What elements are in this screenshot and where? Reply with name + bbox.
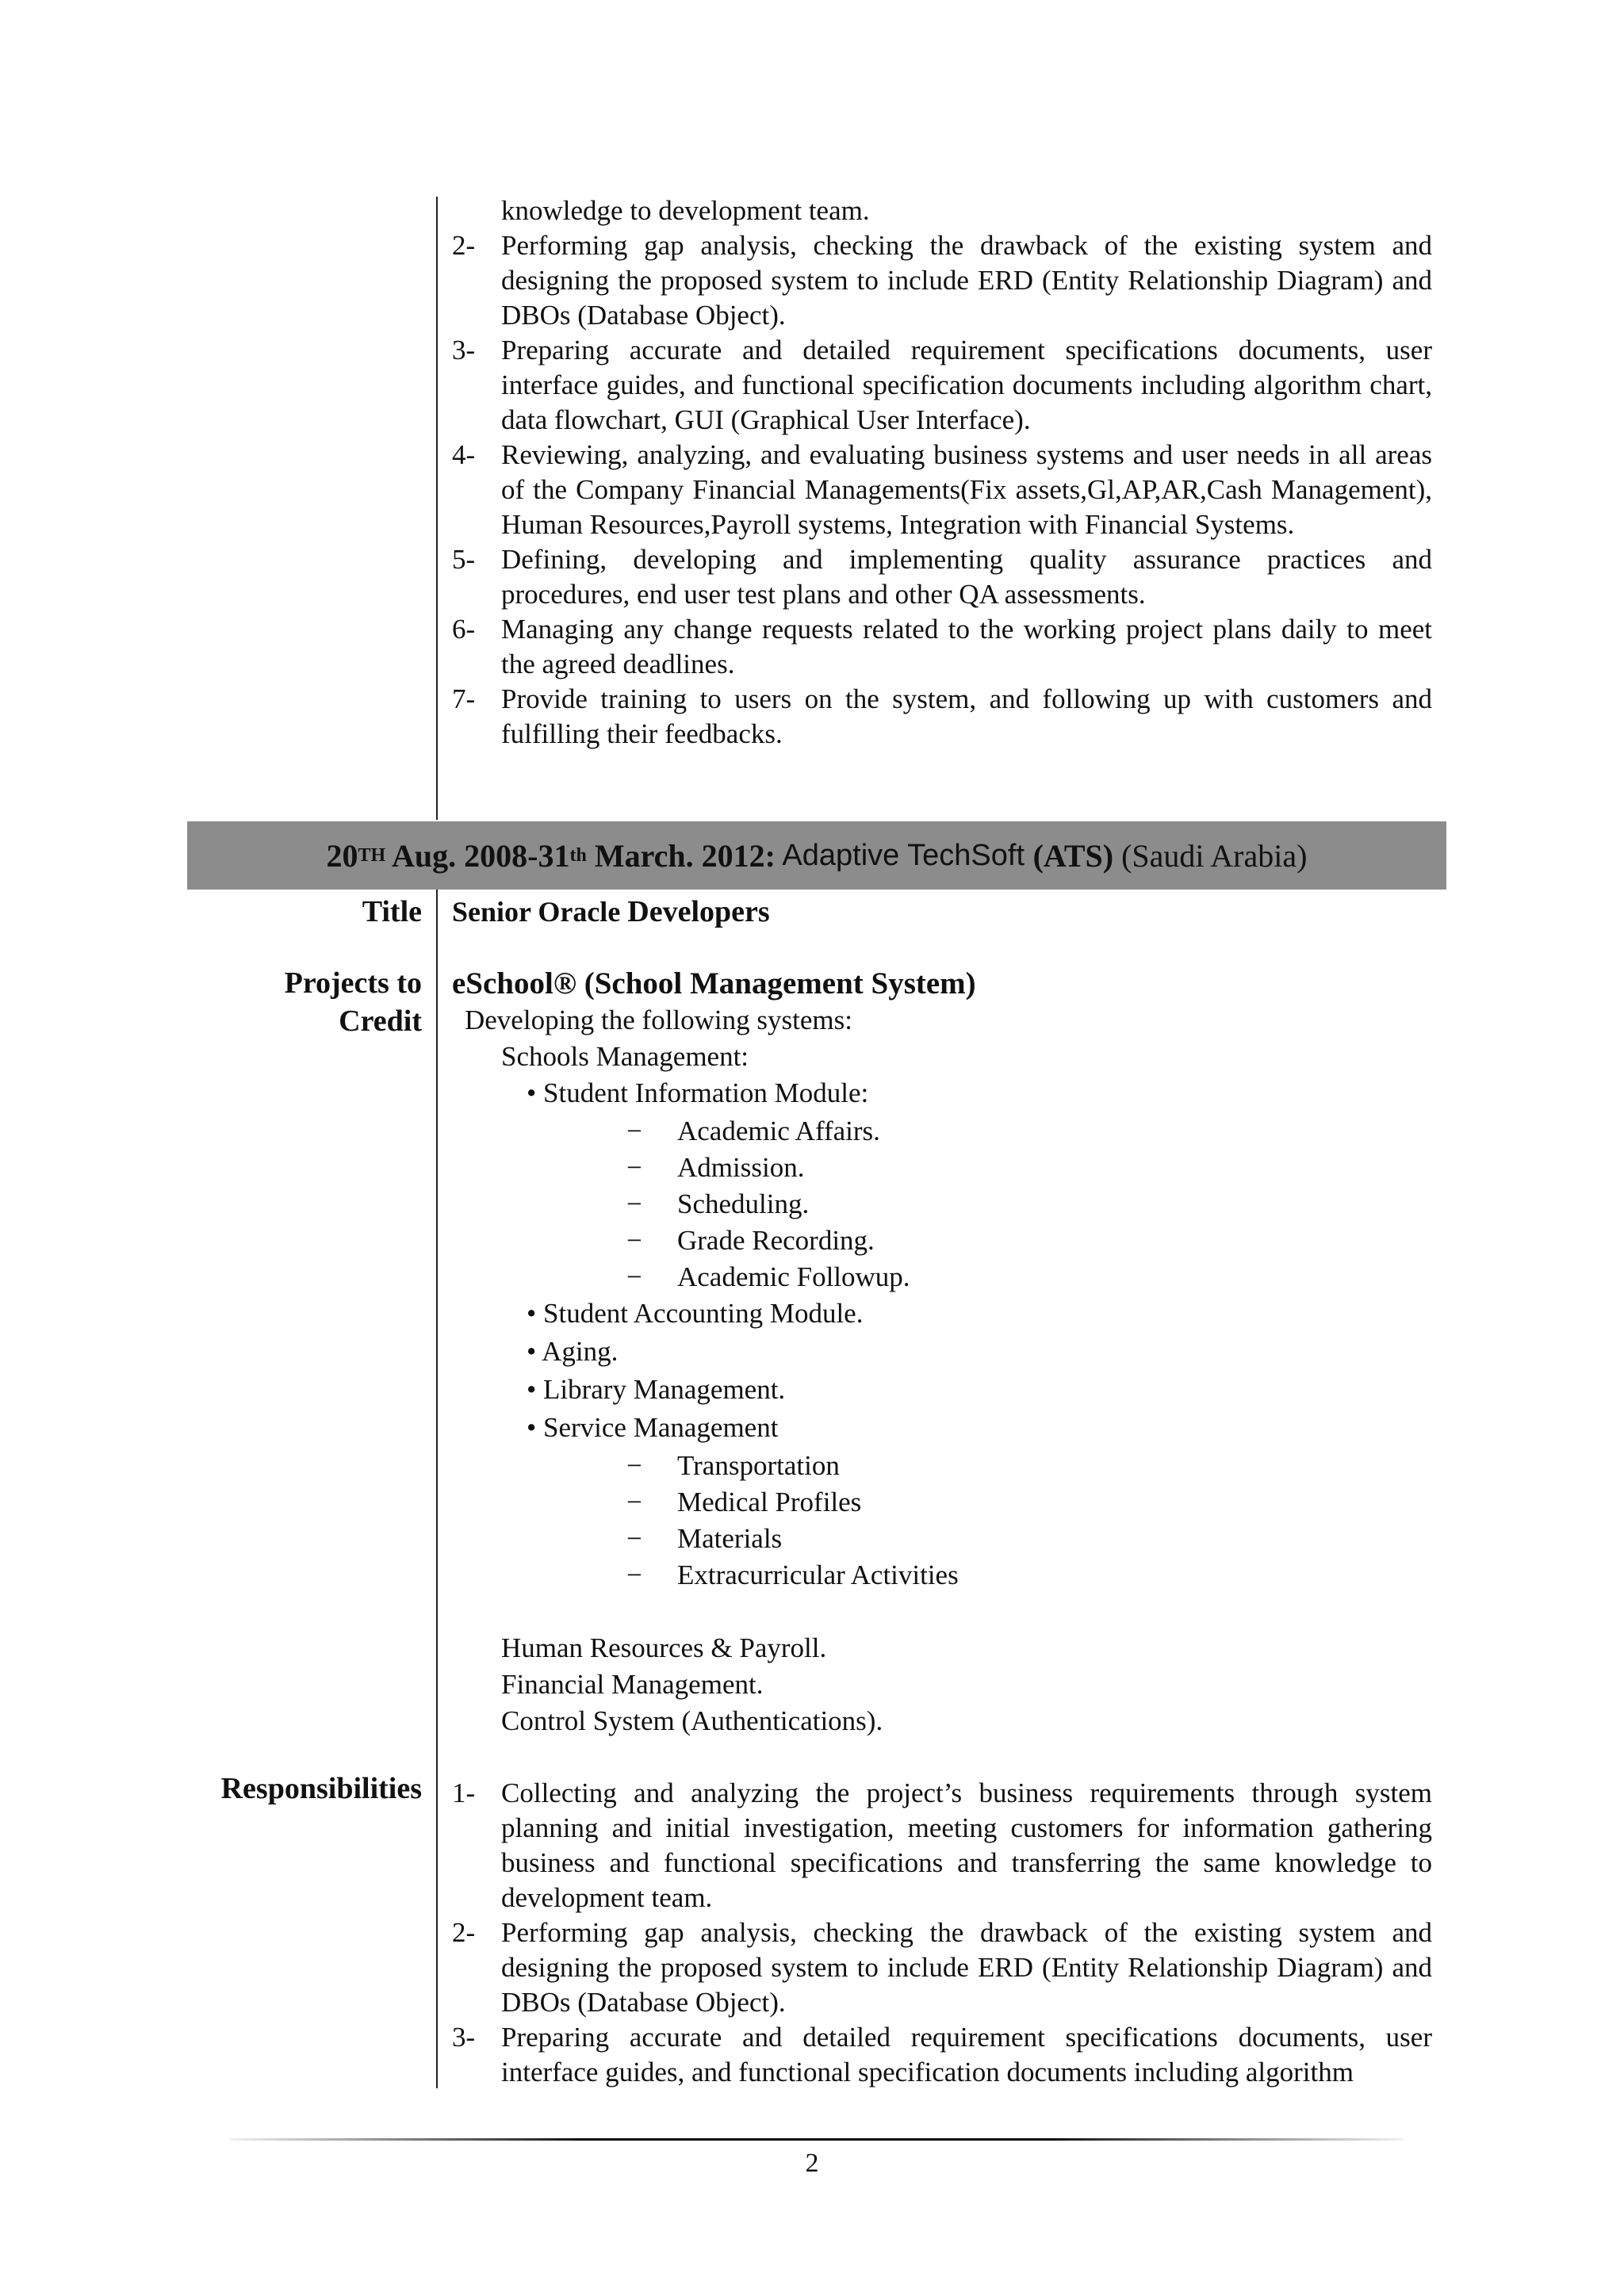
company-name: Adaptive TechSoft [775,838,1033,872]
sub-module-item: − Admission. [452,1150,959,1186]
previous-responsibilities [452,193,1432,752]
dash-icon: − [626,1261,642,1292]
project-intro: Developing the following systems: [465,1004,852,1035]
bullet-icon: • [527,1077,544,1108]
responsibilities-label: Responsibilities [220,1772,422,1805]
dash-icon: − [626,1523,642,1554]
job-period-header [187,821,1446,890]
dash-icon: − [626,1188,642,1219]
column-divider-bottom [436,890,438,2088]
sub-module-item: − Academic Followup. [452,1259,959,1295]
company-abbr: (ATS) [1032,837,1114,874]
module-item: • Service Management [527,1412,779,1443]
module-item: • Student Accounting Module. [527,1298,864,1329]
dash-icon: − [626,1487,642,1517]
list-item: 1- Collecting and analyzing the project’s business requirements through system planning and initial investigation, meeting customers for information gathering business and functional specifications and transferring the same knowledge to development team. [452,1777,1432,1913]
responsibilities-list [452,1776,1432,2090]
module-group: Schools Management: [501,1041,749,1072]
list-item: 2- Performing gap analysis, checking the drawback of the existing system and designing the proposed system to include ERD (Entity Relationship Diagram) and DBOs (Database Object). [452,230,1432,331]
company-country: (Saudi Arabia) [1113,837,1308,874]
other-system: Financial Management. [501,1669,764,1700]
list-item: 2- Performing gap analysis, checking the drawback of the existing system and designing the proposed system to include ERD (Entity Relationship Diagram) and DBOs (Database Object). [452,1917,1432,2018]
list-item: 6- Managing any change requests related to the working project plans daily to meet the agreed deadlines. [452,614,1432,679]
project-name: eSchool® (School Management System) [452,966,976,1001]
sub-module-item: − Materials [452,1521,959,1557]
dash-icon: − [626,1450,642,1481]
bullet-icon: • [527,1336,542,1367]
dash-icon: − [626,1559,642,1590]
bullet-icon: • [527,1412,544,1443]
period-start-day: 20 [326,837,358,874]
list-item: 5- Defining, developing and implementing quality assurance practices and procedures, end user test plans and other QA assessments. [452,544,1432,610]
continuation-line: knowledge to development team. [501,195,870,226]
other-system: Human Resources & Payroll. [501,1632,827,1663]
projects-label: Projects to Credit [284,966,422,1038]
sub-module-item: − Transportation [452,1448,959,1484]
bullet-icon: • [527,1298,544,1329]
module-item: • Library Management. [527,1374,786,1405]
page-number: 2 [805,2149,819,2178]
period-start-rest: Aug. 2008-31 [385,837,570,874]
dash-icon: − [626,1115,642,1146]
sub-module-item: − Grade Recording. [452,1223,959,1259]
dash-icon: − [626,1152,642,1183]
spacer [452,1594,959,1630]
module-item: • Student Information Module: [527,1077,869,1108]
list-item: 3- Preparing accurate and detailed requirement specifications documents, user interface guides, and functional specification documents including algorithm [452,2022,1432,2087]
title-label: Title [362,895,422,928]
list-item: 7- Provide training to users on the system, and following up with customers and fulfilling their feedbacks. [452,683,1432,749]
sub-module-item: − Scheduling. [452,1186,959,1223]
period-end-rest: March. 2012: [586,837,776,874]
sub-module-item: − Extracurricular Activities [452,1557,959,1594]
list-item: 3- Preparing accurate and detailed requirement specifications documents, user interface guides, and functional specification documents including algorithm chart, data flowchart, GUI (Graphical User Interface). [452,335,1432,435]
column-divider-top [436,197,438,820]
footer-rule [230,2138,1404,2141]
sub-module-item: − Medical Profiles [452,1484,959,1521]
list-item: 4- Reviewing, analyzing, and evaluating business systems and user needs in all areas of the Company Financial Managements(Fix assets,Gl,AP,AR,Cash Management), Human Resources,Payroll systems, Integration with Financial Systems. [452,439,1432,540]
project-modules [452,1002,959,1739]
period-start-suffix: TH [358,844,386,866]
module-item: • Aging. [527,1336,619,1367]
bullet-icon: • [527,1374,544,1405]
period-end-suffix: th [569,844,587,866]
job-title: Senior Oracle Developers [452,895,770,928]
sub-module-item: − Academic Affairs. [452,1113,959,1150]
dash-icon: − [626,1225,642,1256]
other-system: Control System (Authentications). [501,1705,883,1736]
